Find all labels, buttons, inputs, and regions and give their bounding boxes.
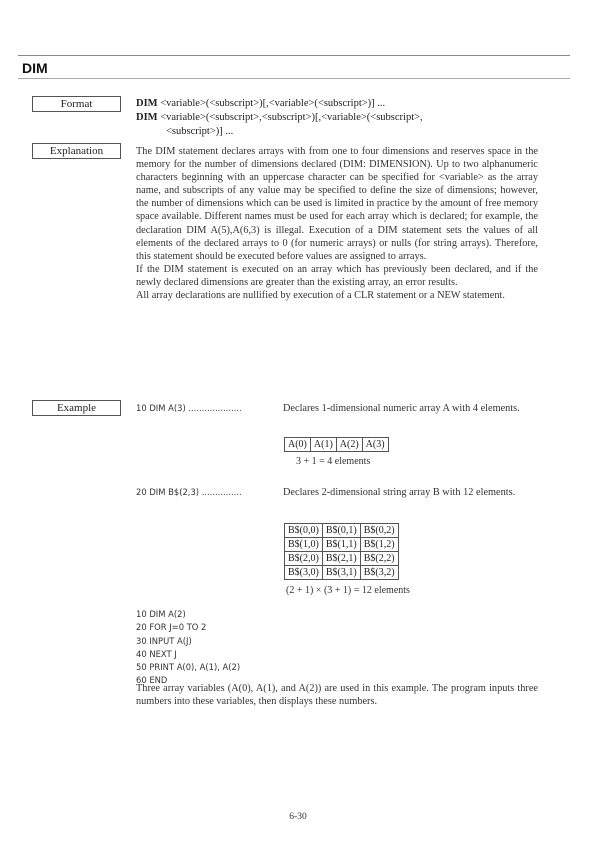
array-cell: B$(0,0) — [285, 524, 323, 538]
title-underline — [18, 78, 570, 79]
array-cell: B$(2,0) — [285, 552, 323, 566]
top-rule — [18, 55, 570, 56]
array-b-diagram — [284, 523, 399, 580]
example1-caption: 3 + 1 = 4 elements — [296, 456, 371, 467]
array-a-diagram — [284, 437, 389, 452]
format-keyword: DIM — [136, 98, 158, 109]
leader-dots: ............... — [199, 487, 242, 497]
array-cell: B$(0,1) — [322, 524, 360, 538]
example1-statement: 10 DIM A(3) — [136, 403, 186, 413]
array-cell: B$(2,1) — [322, 552, 360, 566]
explanation-paragraph: If the DIM statement is executed on an array which has previously been declared, and if the newly declared dimensions are greater than the existing array, an error results. — [136, 263, 538, 288]
section-title: DIM — [22, 60, 48, 76]
array-cell: A(1) — [310, 438, 336, 452]
program-line: 40 NEXT J — [136, 648, 177, 659]
array-cell: A(0) — [285, 438, 311, 452]
format-syntax: <variable>(<subscript>,<subscript>)[,<variable>(<subscript>, — [157, 112, 423, 123]
array-cell: B$(2,2) — [360, 552, 398, 566]
example-label: Example — [32, 400, 121, 416]
array-cell: B$(1,1) — [322, 538, 360, 552]
format-line-3: <subscript>)] ... — [166, 126, 234, 137]
array-cell: B$(1,0) — [285, 538, 323, 552]
array-cell: A(2) — [336, 438, 362, 452]
program-line: 50 PRINT A(0), A(1), A(2) — [136, 662, 241, 673]
format-line-2 — [136, 111, 423, 124]
program-line: 10 DIM A(2) — [136, 609, 186, 620]
leader-dots: .................... — [185, 403, 242, 413]
program-line: 20 FOR J=0 TO 2 — [136, 622, 207, 633]
program-line: 60 END — [136, 675, 168, 686]
explanation-label: Explanation — [32, 143, 121, 159]
example1-description: Declares 1-dimensional numeric array A with 4 elements. — [283, 403, 520, 414]
array-cell: B$(3,0) — [285, 566, 323, 580]
array-cell: B$(1,2) — [360, 538, 398, 552]
page-number: 6-30 — [289, 812, 307, 822]
example-conclusion: Three array variables (A(0), A(1), and A(2)) are used in this example. The program inputs three numbers into these variables, then displays these numbers. — [136, 683, 538, 707]
format-keyword: DIM — [136, 112, 158, 123]
example1-code — [136, 403, 242, 413]
array-cell: B$(3,1) — [322, 566, 360, 580]
example2-statement: 20 DIM B$(2,3) — [136, 487, 200, 497]
format-label: Format — [32, 96, 121, 112]
array-cell: B$(3,2) — [360, 566, 398, 580]
example2-description: Declares 2-dimensional string array B with 12 elements. — [283, 487, 516, 498]
format-line-1 — [136, 97, 385, 110]
explanation-paragraph: The DIM statement declares arrays with from one to four dimensions and reserves space in the memory for the number of dimensions declared (DIM: DIMENSION). Up to two alphanumeric characters beginning with an uppercase character can be specified for <variable> as the array name, and subscripts of any value may be specified to define the size of dimensions; however, the number of dimensions which can be used is limited in practice by the amount of free memory space available. Different names must be used for each array which is declared; for example, the declaration DIM A(5),A(6,3) is illegal. Execution of a DIM statement sets the values of all elements of the declared arrays to 0 (for numeric arrays) or nulls (for string arrays). Therefore, this statement should be executed before values are assigned to arrays. — [136, 146, 538, 262]
example2-code — [136, 487, 242, 497]
array-cell: A(3) — [362, 438, 388, 452]
example2-caption: (2 + 1) × (3 + 1) = 12 elements — [286, 585, 410, 596]
array-cell: B$(0,2) — [360, 524, 398, 538]
explanation-paragraph: All array declarations are nullified by execution of a CLR statement or a NEW statement. — [136, 290, 505, 302]
program-line: 30 INPUT A(J) — [136, 635, 192, 646]
explanation-text — [136, 145, 538, 302]
format-syntax: <variable>(<subscript>)[,<variable>(<subscript>)] ... — [157, 98, 386, 109]
